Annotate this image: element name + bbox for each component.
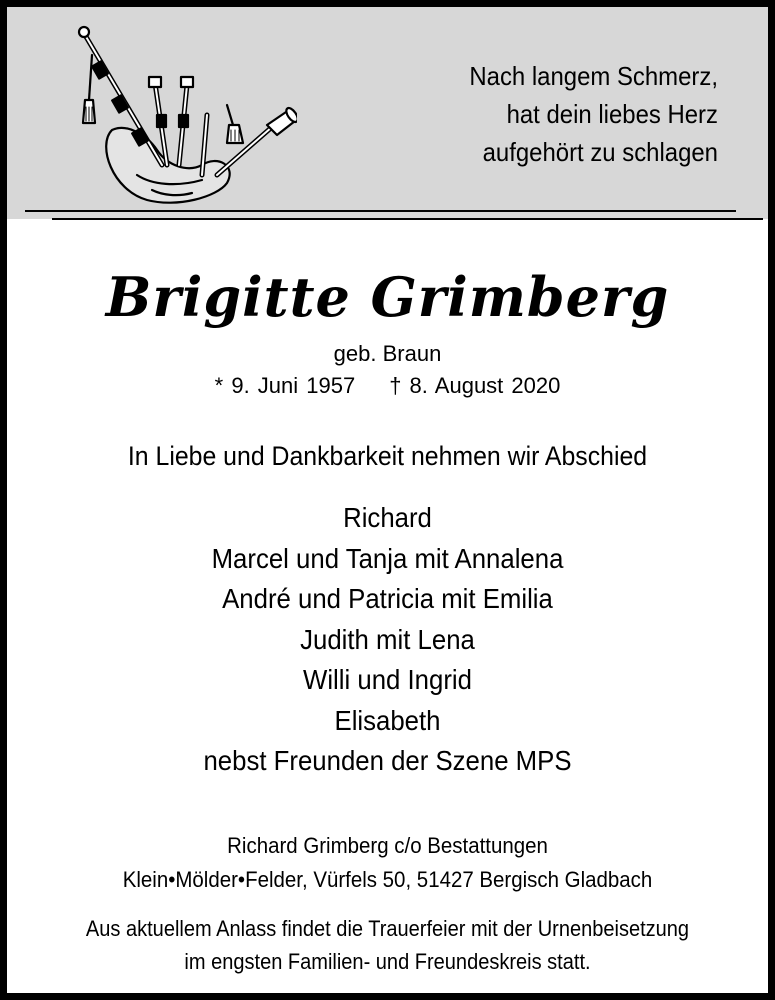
birth-date: * 9. Juni 1957 bbox=[214, 373, 356, 398]
contact-address bbox=[34, 829, 742, 897]
deceased-name: Brigitte Grimberg bbox=[105, 265, 670, 329]
mourner-line: Marcel und Tanja mit Annalena bbox=[211, 542, 564, 574]
mourner-line: Willi und Ingrid bbox=[303, 664, 472, 695]
header-quote bbox=[350, 57, 718, 171]
quote-line: Nach langem Schmerz, bbox=[469, 61, 718, 91]
mourner-line: Judith mit Lena bbox=[300, 623, 475, 655]
ceremony-notice bbox=[41, 912, 734, 978]
mourner-line: André und Patricia mit Emilia bbox=[222, 583, 553, 614]
farewell-intro: In Liebe und Dankbarkeit nehmen wir Abschied bbox=[127, 441, 648, 471]
mourner-line: Richard bbox=[343, 502, 432, 533]
birth-name: geb. Braun bbox=[333, 341, 442, 366]
notice-line: im engsten Familien- und Freundeskreis statt. bbox=[184, 949, 591, 974]
life-dates bbox=[7, 373, 768, 399]
contact-line: Richard Grimberg c/o Bestattungen bbox=[227, 833, 548, 858]
bagpipe-illustration bbox=[67, 15, 297, 215]
quote-line: hat dein liebes Herz bbox=[506, 99, 718, 129]
mourners-list bbox=[37, 498, 737, 782]
mourner-line: nebst Freunden der Szene MPS bbox=[203, 745, 572, 776]
notice-line: Aus aktuellem Anlass findet die Trauerfeier mit der Urnenbeisetzung bbox=[85, 916, 690, 941]
death-date: † 8. August 2020 bbox=[389, 373, 561, 398]
mourner-line: Elisabeth bbox=[334, 704, 441, 736]
contact-line: Klein•Mölder•Felder, Vürfels 50, 51427 Bergisch Gladbach bbox=[122, 867, 653, 892]
quote-line: aufgehört zu schlagen bbox=[482, 137, 718, 167]
divider-line bbox=[25, 210, 736, 212]
header-band bbox=[7, 7, 768, 219]
divider-line bbox=[52, 218, 763, 220]
